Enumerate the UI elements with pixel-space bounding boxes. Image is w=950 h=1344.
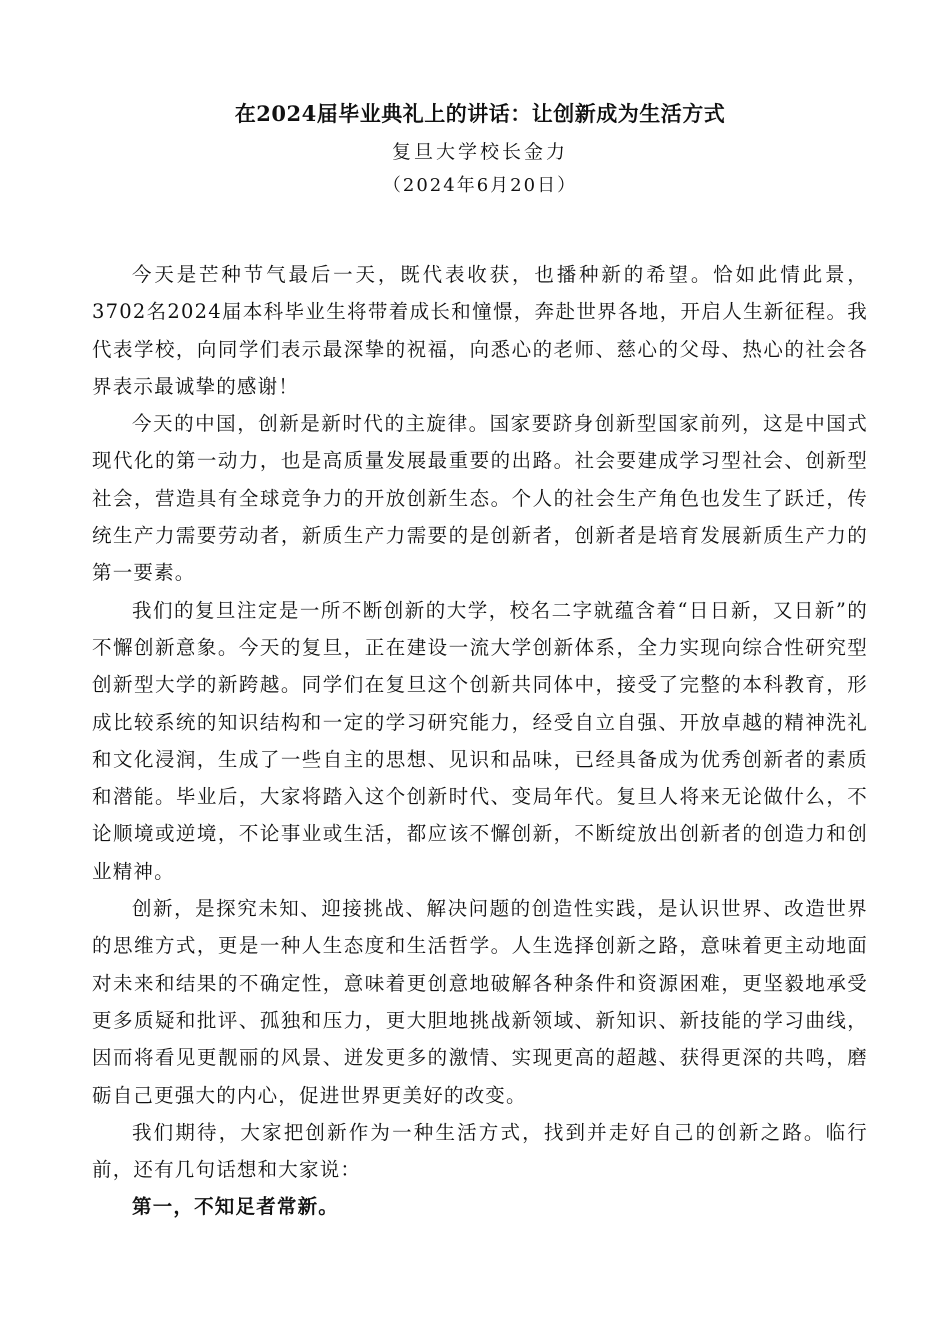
paragraph-4: 创新，是探究未知、迎接挑战、解决问题的创造性实践，是认识世界、改造世界的思维方式，更是一种人生态度和生活哲学。人生选择创新之路，意味着更主动地面对未来和结果的不确定性，意味着更创意地破解各种条件和资源困难，更坚毅地承受更多质疑和批评、孤独和压力，更大胆地挑战新领域、新知识、新技能的学习曲线，因而将看见更靓丽的风景、迸发更多的激情、实现更高的超越、获得更深的共鸣，磨砺自己更强大的内心，促进世界更美好的改变。 — [92, 897, 868, 1107]
paragraph-3: 我们的复旦注定是一所不断创新的大学，校名二字就蕴含着“日日新，又日新”的不懈创新意象。今天的复旦，正在建设一流大学创新体系，全力实现向综合性研究型创新型大学的新跨越。同学们在复旦这个创新共同体中，接受了完整的本科教育，形成比较系统的知识结构和一定的学习研究能力，经受自立自强、开放卓越的精神洗礼和文化浸润，生成了一些自主的思想、见识和品味，已经具备成为优秀创新者的素质和潜能。毕业后，大家将踏入这个创新时代、变局年代。复旦人将来无论做什么，不论顺境或逆境，不论事业或生活，都应该不懈创新，不断绽放出创新者的创造力和创业精神。 — [92, 598, 868, 883]
paragraph-1: 今天是芒种节气最后一天，既代表收获，也播种新的希望。恰如此情此景，3702名2024届本科毕业生将带着成长和憧憬，奔赴世界各地，开启人生新征程。我代表学校，向同学们表示最深挚的祝福，向悉心的老师、慈心的父母、热心的社会各界表示最诚挚的感谢！ — [92, 263, 868, 398]
speech-title: 在2024届毕业典礼上的讲话：让创新成为生活方式 — [234, 101, 726, 126]
paragraph-2: 今天的中国，创新是新时代的主旋律。国家要跻身创新型国家前列，这是中国式现代化的第一动力，也是高质量发展最重要的出路。社会要建成学习型社会、创新型社会，营造具有全球竞争力的开放创新生态。个人的社会生产角色也发生了跃迁，传统生产力需要劳动者，新质生产力需要的是创新者，创新者是培育发展新质生产力的第一要素。 — [92, 412, 868, 585]
section-heading-first: 第一，不知足者常新。 — [132, 1195, 340, 1219]
speech-body — [92, 256, 868, 1226]
speech-author: 复旦大学校长金力 — [391, 141, 568, 163]
paragraph-5: 我们期待，大家把创新作为一种生活方式，找到并走好自己的创新之路。临行前，还有几句话想和大家说： — [92, 1120, 868, 1182]
speech-date: （2024年6月20日） — [382, 175, 578, 196]
